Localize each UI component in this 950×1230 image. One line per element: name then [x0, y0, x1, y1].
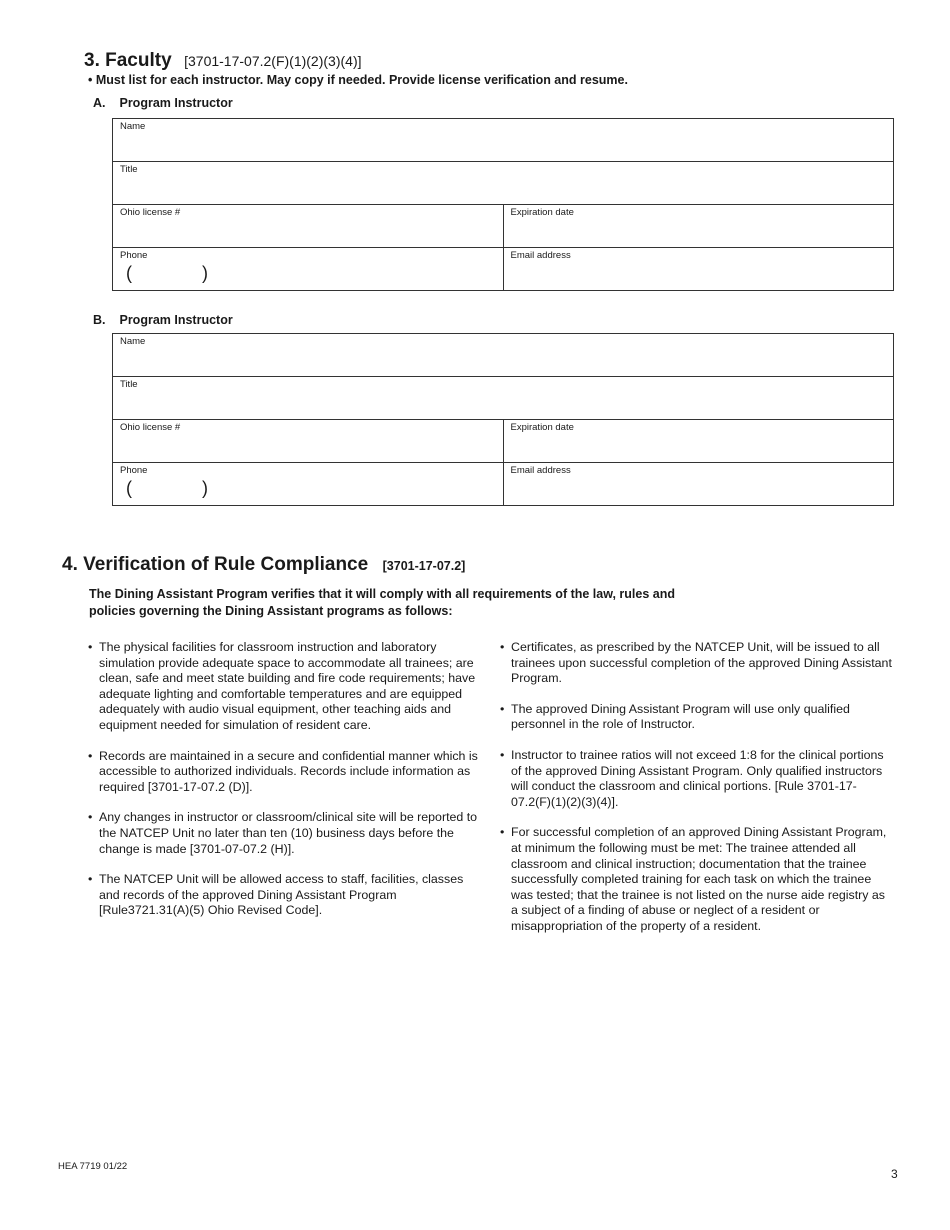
instructor-b-title-field[interactable] [113, 377, 894, 420]
area-code-parens [126, 478, 496, 499]
section-4-heading [62, 554, 465, 576]
instructor-a-title-field[interactable] [113, 162, 894, 205]
expiration-label: Expiration date [510, 207, 574, 218]
section-3-heading [84, 50, 362, 72]
form-code: HEA 7719 01/22 [58, 1161, 128, 1172]
compliance-bullet: • Instructor to trainee ratios will not exceed 1:8 for the clinical portions of the approved Dining Assistant Program. Only qualified instructors will conduct the classroom and clinical portions. [Rule 3701-17-07.2(F)(1)(2)(3)(4)]. [500, 748, 895, 810]
compliance-bullet: • The physical facilities for classroom instruction and laboratory simulation provide adequate space to accommodate all trainees; are clean, safe and meet state building and fire code requirements; have adequate lighting and comfortable temperatures and are equipped adequately with audio visual equipment, other teaching aids and equipment needed for simulation of resident care. [88, 640, 483, 734]
instructor-b-label [93, 313, 233, 327]
section-3-rule: [3701-17-07.2(F)(1)(2)(3)(4)] [184, 53, 362, 69]
license-label: Ohio license # [120, 207, 181, 218]
email-label: Email address [510, 465, 571, 476]
compliance-bullet: • Certificates, as prescribed by the NATCEP Unit, will be issued to all trainees upon successful completion of the approved Dining Assistant Program. [500, 640, 895, 687]
section-3-title: 3. Faculty [84, 50, 172, 71]
phone-label: Phone [120, 250, 148, 261]
instructor-a-email-field[interactable] [503, 248, 894, 291]
section-4-rule: [3701-17-07.2] [382, 559, 466, 573]
title-label: Title [120, 379, 138, 390]
instructor-b-form [112, 333, 894, 506]
phone-label: Phone [120, 465, 148, 476]
instructor-b-name-field[interactable] [113, 334, 894, 377]
instructor-b-heading: Program Instructor [119, 313, 233, 327]
compliance-bullet: • For successful completion of an approved Dining Assistant Program, at minimum the following must be met: The trainee attended all classroom and clinical instruction; documentation that the trainee successfully completed training for each task on which the trainee was tested; that the trainee is not listed on the nurse aide registry as a subject of a finding of abuse or neglect of a resident or misappropriation of the property of a resident. [500, 825, 895, 934]
title-label: Title [120, 164, 138, 175]
instructor-b-expiration-field[interactable] [503, 420, 894, 463]
license-label: Ohio license # [120, 422, 181, 433]
section-3-note: • Must list for each instructor. May copy if needed. Provide license verification and resume. [88, 73, 628, 87]
instructor-a-expiration-field[interactable] [503, 205, 894, 248]
instructor-b-email-field[interactable] [503, 463, 894, 506]
instructor-a-license-field[interactable] [113, 205, 504, 248]
compliance-bullet: • The approved Dining Assistant Program will use only qualified personnel in the role of Instructor. [500, 702, 895, 733]
instructor-a-name-field[interactable] [113, 119, 894, 162]
instructor-a-letter: A. [93, 96, 106, 110]
compliance-left-column [88, 640, 483, 934]
compliance-right-column [500, 640, 895, 950]
instructor-a-heading: Program Instructor [119, 96, 233, 110]
instructor-a-phone-field[interactable] [113, 248, 504, 291]
paren-close: ) [202, 263, 208, 283]
section-4-title: 4. Verification of Rule Compliance [62, 554, 369, 575]
compliance-bullet: • The NATCEP Unit will be allowed access to staff, facilities, classes and records of the approved Dining Assistant Program [Rule3721.31(A)(5) Ohio Revised Code]. [88, 872, 483, 919]
paren-open: ( [126, 478, 132, 498]
expiration-label: Expiration date [510, 422, 574, 433]
compliance-bullet: • Any changes in instructor or classroom/clinical site will be reported to the NATCEP Unit no later than ten (10) business days before the change is made [3701-07-07.2 (H)]. [88, 810, 483, 857]
instructor-a-label [93, 96, 233, 110]
name-label: Name [120, 336, 146, 347]
section-4-intro: The Dining Assistant Program verifies that it will comply with all requirements of the law, rules and policies governing the Dining Assistant programs as follows: [89, 587, 675, 618]
instructor-b-license-field[interactable] [113, 420, 504, 463]
area-code-parens [126, 263, 496, 284]
instructor-b-phone-field[interactable] [113, 463, 504, 506]
page-number: 3 [891, 1167, 898, 1181]
instructor-a-form [112, 118, 894, 291]
paren-open: ( [126, 263, 132, 283]
instructor-b-letter: B. [93, 313, 106, 327]
name-label: Name [120, 121, 146, 132]
paren-close: ) [202, 478, 208, 498]
compliance-bullet: • Records are maintained in a secure and confidential manner which is accessible to authorized individuals. Records include information as required [3701-17-07.2 (D)]. [88, 749, 483, 796]
email-label: Email address [510, 250, 571, 261]
